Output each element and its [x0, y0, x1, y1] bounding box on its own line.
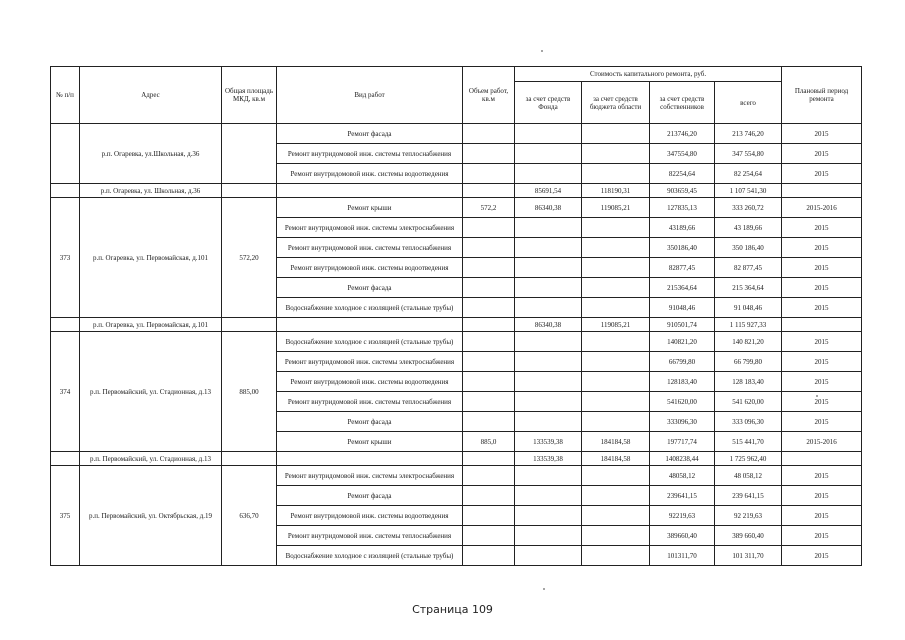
volume-cell [463, 238, 515, 258]
period-cell: 2015 [782, 298, 862, 318]
work-type-cell: Ремонт фасада [277, 412, 463, 432]
owners-cell: 215364,64 [650, 278, 715, 298]
header-fund: за счет средств Фонда [515, 82, 582, 124]
subtotal-work-cell [277, 318, 463, 332]
period-cell: 2015 [782, 372, 862, 392]
fund-cell [515, 258, 582, 278]
subtotal-total: 1 107 541,30 [715, 184, 782, 198]
period-cell: 2015 [782, 124, 862, 144]
period-cell: 2015 [782, 546, 862, 566]
subtotal-area-cell [222, 452, 277, 466]
volume-cell [463, 466, 515, 486]
volume-cell: 885,0 [463, 432, 515, 452]
volume-cell [463, 546, 515, 566]
fund-cell [515, 332, 582, 352]
fund-cell [515, 412, 582, 432]
header-area: Общая площадь МКД, кв.м [222, 67, 277, 124]
total-cell: 239 641,15 [715, 486, 782, 506]
total-cell: 350 186,40 [715, 238, 782, 258]
subtotal-row [51, 318, 862, 332]
scan-speck [541, 50, 543, 52]
total-cell: 215 364,64 [715, 278, 782, 298]
region-cell [582, 164, 650, 184]
subtotal-owners: 1408238,44 [650, 452, 715, 466]
subtotal-label: р.п. Первомайский, ул. Стадионная, д.13 [80, 452, 222, 466]
subtotal-work-cell [277, 184, 463, 198]
period-cell: 2015 [782, 218, 862, 238]
fund-cell: 86340,38 [515, 198, 582, 218]
subtotal-owners: 910501,74 [650, 318, 715, 332]
subtotal-fund: 86340,38 [515, 318, 582, 332]
owners-cell: 213746,20 [650, 124, 715, 144]
subtotal-fund: 133539,38 [515, 452, 582, 466]
fund-cell [515, 546, 582, 566]
volume-cell [463, 412, 515, 432]
period-cell: 2015 [782, 392, 862, 412]
fund-cell [515, 278, 582, 298]
total-cell: 128 183,40 [715, 372, 782, 392]
subtotal-row [51, 184, 862, 198]
region-cell [582, 278, 650, 298]
subtotal-period-cell [782, 184, 862, 198]
region-cell [582, 258, 650, 278]
region-cell [582, 332, 650, 352]
region-cell [582, 412, 650, 432]
period-cell: 2015 [782, 466, 862, 486]
owners-cell: 541620,00 [650, 392, 715, 412]
period-cell: 2015 [782, 506, 862, 526]
region-cell: 184184,58 [582, 432, 650, 452]
owners-cell: 350186,40 [650, 238, 715, 258]
region-cell: 119085,21 [582, 198, 650, 218]
header-num: № п/п [51, 67, 80, 124]
fund-cell [515, 298, 582, 318]
header-cost-group: Стоимость капитального ремонта, руб. [515, 67, 782, 82]
work-type-cell: Ремонт внутридомовой инж. системы теплоснабжения [277, 144, 463, 164]
region-cell [582, 546, 650, 566]
owners-cell: 140821,20 [650, 332, 715, 352]
subtotal-region: 118190,31 [582, 184, 650, 198]
scan-speck [543, 588, 545, 590]
table-body [51, 124, 862, 566]
region-cell [582, 392, 650, 412]
volume-cell: 572,2 [463, 198, 515, 218]
total-cell: 92 219,63 [715, 506, 782, 526]
area-cell: 572,20 [222, 198, 277, 318]
work-type-cell: Ремонт крыши [277, 198, 463, 218]
owners-cell: 66799,80 [650, 352, 715, 372]
work-type-cell: Ремонт внутридомовой инж. системы водоотведения [277, 506, 463, 526]
fund-cell [515, 506, 582, 526]
area-cell [222, 124, 277, 184]
owners-cell: 101311,70 [650, 546, 715, 566]
fund-cell [515, 218, 582, 238]
region-cell [582, 486, 650, 506]
fund-cell [515, 466, 582, 486]
owners-cell: 82254,64 [650, 164, 715, 184]
owners-cell: 333096,30 [650, 412, 715, 432]
work-type-cell: Ремонт внутридомовой инж. системы электроснабжения [277, 466, 463, 486]
subtotal-volume-cell [463, 452, 515, 466]
total-cell: 333 260,72 [715, 198, 782, 218]
period-cell: 2015 [782, 412, 862, 432]
subtotal-num-cell [51, 452, 80, 466]
address-cell: р.п. Огаревка, ул. Первомайская, д.101 [80, 198, 222, 318]
address-cell: р.п. Огаревка, ул.Школьная, д.36 [80, 124, 222, 184]
work-type-cell: Ремонт внутридомовой инж. системы водоотведения [277, 372, 463, 392]
volume-cell [463, 372, 515, 392]
row-num-cell: 374 [51, 332, 80, 452]
work-type-cell: Ремонт внутридомовой инж. системы теплоснабжения [277, 526, 463, 546]
volume-cell [463, 332, 515, 352]
fund-cell [515, 144, 582, 164]
address-cell: р.п. Первомайский, ул. Стадионная, д.13 [80, 332, 222, 452]
period-cell: 2015 [782, 486, 862, 506]
volume-cell [463, 218, 515, 238]
region-cell [582, 124, 650, 144]
subtotal-fund: 85691,54 [515, 184, 582, 198]
subtotal-region: 184184,58 [582, 452, 650, 466]
subtotal-volume-cell [463, 318, 515, 332]
total-cell: 541 620,00 [715, 392, 782, 412]
subtotal-period-cell [782, 318, 862, 332]
table-row [51, 466, 862, 486]
period-cell: 2015-2016 [782, 432, 862, 452]
region-cell [582, 298, 650, 318]
subtotal-label: р.п. Огаревка, ул. Школьная, д.36 [80, 184, 222, 198]
total-cell: 43 189,66 [715, 218, 782, 238]
volume-cell [463, 278, 515, 298]
region-cell [582, 372, 650, 392]
subtotal-label: р.п. Огаревка, ул. Первомайская, д.101 [80, 318, 222, 332]
total-cell: 213 746,20 [715, 124, 782, 144]
region-cell [582, 144, 650, 164]
work-type-cell: Ремонт фасада [277, 486, 463, 506]
owners-cell: 82877,45 [650, 258, 715, 278]
fund-cell [515, 164, 582, 184]
header-address: Адрес [80, 67, 222, 124]
total-cell: 82 877,45 [715, 258, 782, 278]
fund-cell [515, 372, 582, 392]
period-cell: 2015 [782, 258, 862, 278]
subtotal-work-cell [277, 452, 463, 466]
work-type-cell: Ремонт внутридомовой инж. системы электроснабжения [277, 218, 463, 238]
fund-cell: 133539,38 [515, 432, 582, 452]
total-cell: 66 799,80 [715, 352, 782, 372]
period-cell: 2015-2016 [782, 198, 862, 218]
table-row [51, 332, 862, 352]
area-cell: 636,70 [222, 466, 277, 566]
subtotal-total: 1 725 962,40 [715, 452, 782, 466]
total-cell: 140 821,20 [715, 332, 782, 352]
region-cell [582, 466, 650, 486]
period-cell: 2015 [782, 526, 862, 546]
work-type-cell: Ремонт крыши [277, 432, 463, 452]
volume-cell [463, 486, 515, 506]
owners-cell: 92219,63 [650, 506, 715, 526]
subtotal-num-cell [51, 184, 80, 198]
header-owners: за счет средств собственников [650, 82, 715, 124]
owners-cell: 127835,13 [650, 198, 715, 218]
subtotal-area-cell [222, 318, 277, 332]
work-type-cell: Ремонт внутридомовой инж. системы теплоснабжения [277, 392, 463, 412]
volume-cell [463, 164, 515, 184]
owners-cell: 128183,40 [650, 372, 715, 392]
owners-cell: 197717,74 [650, 432, 715, 452]
work-type-cell: Ремонт внутридомовой инж. системы теплоснабжения [277, 238, 463, 258]
work-type-cell: Ремонт внутридомовой инж. системы электроснабжения [277, 352, 463, 372]
header-total: всего [715, 82, 782, 124]
total-cell: 515 441,70 [715, 432, 782, 452]
row-num-cell: 375 [51, 466, 80, 566]
total-cell: 101 311,70 [715, 546, 782, 566]
header-work-type: Вид работ [277, 67, 463, 124]
volume-cell [463, 258, 515, 278]
volume-cell [463, 506, 515, 526]
address-cell: р.п. Первомайский, ул. Октябрьская, д.19 [80, 466, 222, 566]
volume-cell [463, 352, 515, 372]
owners-cell: 389660,40 [650, 526, 715, 546]
volume-cell [463, 392, 515, 412]
row-num-cell: 373 [51, 198, 80, 318]
fund-cell [515, 526, 582, 546]
volume-cell [463, 298, 515, 318]
volume-cell [463, 124, 515, 144]
work-type-cell: Ремонт фасада [277, 124, 463, 144]
region-cell [582, 526, 650, 546]
subtotal-region: 119085,21 [582, 318, 650, 332]
fund-cell [515, 238, 582, 258]
header-period: Плановый период ремонта [782, 67, 862, 124]
subtotal-total: 1 115 927,33 [715, 318, 782, 332]
total-cell: 82 254,64 [715, 164, 782, 184]
capital-repair-table [50, 66, 862, 566]
region-cell [582, 218, 650, 238]
owners-cell: 239641,15 [650, 486, 715, 506]
work-type-cell: Водоснабжение холодное с изоляцией (стальные трубы) [277, 298, 463, 318]
total-cell: 333 096,30 [715, 412, 782, 432]
total-cell: 389 660,40 [715, 526, 782, 546]
work-type-cell: Водоснабжение холодное с изоляцией (стальные трубы) [277, 546, 463, 566]
total-cell: 48 058,12 [715, 466, 782, 486]
region-cell [582, 352, 650, 372]
work-type-cell: Ремонт внутридомовой инж. системы водоотведения [277, 258, 463, 278]
scan-speck [816, 395, 818, 397]
table-row [51, 198, 862, 218]
fund-cell [515, 392, 582, 412]
volume-cell [463, 144, 515, 164]
region-cell [582, 506, 650, 526]
owners-cell: 48058,12 [650, 466, 715, 486]
header-volume: Объем работ, кв.м [463, 67, 515, 124]
period-cell: 2015 [782, 332, 862, 352]
period-cell: 2015 [782, 352, 862, 372]
owners-cell: 347554,80 [650, 144, 715, 164]
period-cell: 2015 [782, 164, 862, 184]
header-region: за счет средств бюджета области [582, 82, 650, 124]
subtotal-row [51, 452, 862, 466]
page-number: Страница 109 [412, 603, 493, 616]
fund-cell [515, 486, 582, 506]
work-type-cell: Водоснабжение холодное с изоляцией (стальные трубы) [277, 332, 463, 352]
fund-cell [515, 124, 582, 144]
area-cell: 885,00 [222, 332, 277, 452]
subtotal-num-cell [51, 318, 80, 332]
fund-cell [515, 352, 582, 372]
period-cell: 2015 [782, 238, 862, 258]
volume-cell [463, 526, 515, 546]
subtotal-area-cell [222, 184, 277, 198]
period-cell: 2015 [782, 278, 862, 298]
table-row [51, 124, 862, 144]
owners-cell: 43189,66 [650, 218, 715, 238]
total-cell: 347 554,80 [715, 144, 782, 164]
row-num-cell [51, 124, 80, 184]
total-cell: 91 048,46 [715, 298, 782, 318]
work-type-cell: Ремонт фасада [277, 278, 463, 298]
subtotal-period-cell [782, 452, 862, 466]
subtotal-volume-cell [463, 184, 515, 198]
subtotal-owners: 903659,45 [650, 184, 715, 198]
region-cell [582, 238, 650, 258]
period-cell: 2015 [782, 144, 862, 164]
work-type-cell: Ремонт внутридомовой инж. системы водоотведения [277, 164, 463, 184]
owners-cell: 91048,46 [650, 298, 715, 318]
